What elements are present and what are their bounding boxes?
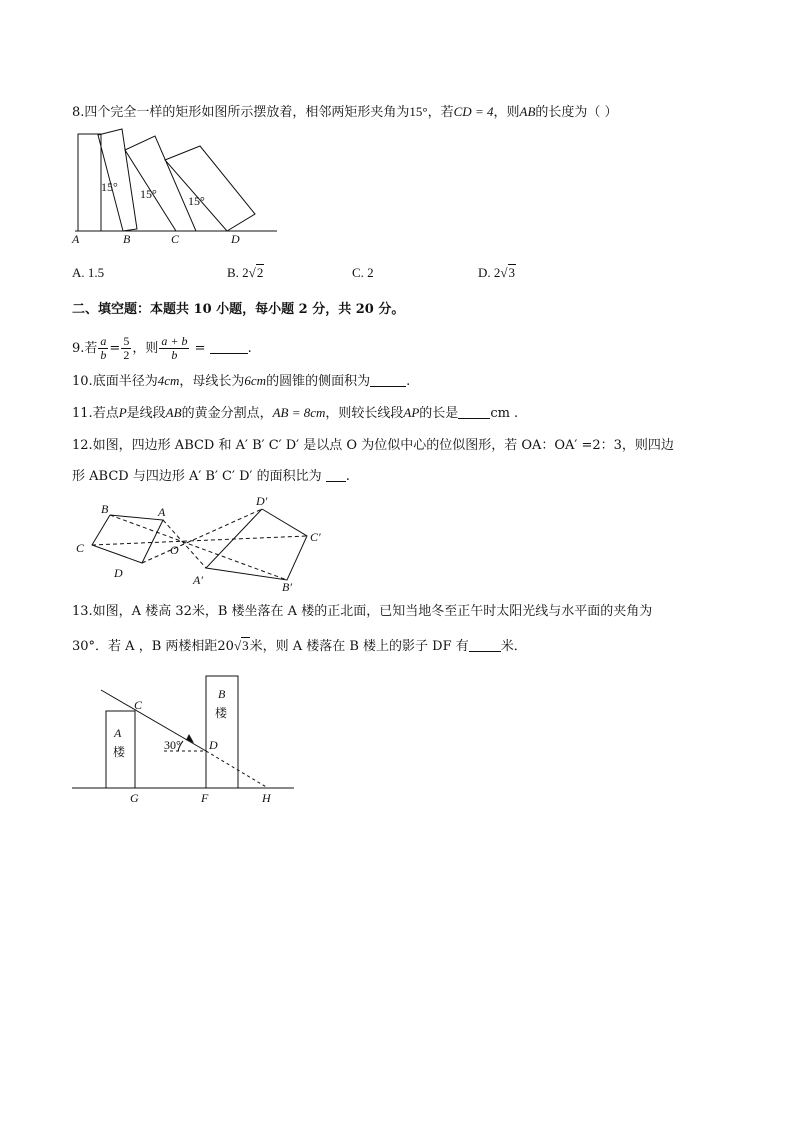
q8-text-a: 四个完全一样的矩形如图所示摆放着，相邻两矩形夹角为 (84, 105, 410, 120)
q9-end: . (247, 341, 252, 356)
q8-option-d-radicand: 3 (508, 265, 516, 280)
q8-angle-label-3: 15° (188, 194, 205, 208)
q10-text-c: 的圆锥的侧面积为 (266, 374, 371, 389)
q12-line-2-text: 形 ABCD 与四边形 A′ B′ C′ D′ 的面积比为 (72, 469, 322, 484)
q12-label-o: O (170, 543, 179, 557)
q8-angle-label-2: 15° (140, 187, 157, 201)
q8-text-b: ，若 (427, 105, 454, 120)
q12-line-2-end: . (345, 469, 350, 484)
q9-frac-1-den: b (100, 348, 107, 362)
q8-option-b-sqrt: √2 (248, 265, 264, 280)
q9-frac-3-num: a + b (161, 334, 188, 348)
q11-segment-ab: AB (165, 405, 182, 420)
section2-title: 二、填空题：本题共 10 小题，每小题 2 分，共 20 分。 (72, 302, 405, 317)
q13-building-a-letter: A (114, 726, 122, 740)
q13-point-c: C (134, 698, 143, 712)
q12-line-1: 12.如图，四边形 ABCD 和 A′ B′ C′ D′ 是以点 O 为位似中心的位似图形，若 OA：OA′ =2：3，则四边 (72, 438, 674, 453)
q13-building-b-letter: B (218, 687, 226, 701)
q8-text-c: ，则 (493, 105, 520, 120)
q13-distance-sqrt: √3 (233, 638, 249, 653)
q13-building-b-char: 楼 (215, 706, 228, 720)
q10-slant: 6cm (244, 373, 267, 388)
q8-point-d: D (231, 232, 240, 246)
q11-text-b: 是线段 (126, 406, 166, 421)
q8-text-d: 的长度为（ ） (535, 105, 618, 120)
q11-unit: cm . (490, 406, 519, 421)
q9-eq-2: = (194, 341, 206, 356)
q10-text-a: 底面半径为 (92, 374, 158, 389)
q11-text-c: 的黄金分割点， (181, 406, 273, 421)
q13-angle-label: 30° (164, 738, 181, 752)
q9-then: ，则 (132, 341, 159, 356)
q8-option-d-prefix: D. (478, 265, 491, 280)
q11-text-a: 若点 (92, 406, 119, 421)
q9-number: 9. (72, 341, 85, 356)
q13-point-g: G (130, 791, 139, 805)
q8-option-d-coef: 2 (493, 265, 501, 280)
q11-text-d: ，则较长线段 (325, 406, 404, 421)
q8-segment: AB (519, 104, 536, 119)
q9-eq-1: = (109, 341, 121, 356)
q10-text-b: ，母线长为 (179, 374, 245, 389)
q12-label-c: C (76, 541, 85, 555)
q13-distance-radicand: 3 (242, 638, 249, 653)
q9-frac-1-num: a (100, 334, 107, 348)
q10-number: 10. (72, 374, 93, 389)
q12-label-a: A (158, 505, 166, 519)
q8-point-c: C (171, 232, 180, 246)
q12-label-d-prime: D′ (256, 494, 268, 508)
q9-frac-2-num: 5 (123, 334, 130, 348)
q11-number: 11. (72, 406, 93, 421)
q8-option-b-coef: 2 (242, 265, 249, 280)
q8-option-a: A. 1.5 (72, 265, 105, 280)
q8-condition: CD = 4 (453, 104, 494, 119)
q11-segment-ap: AP (403, 405, 420, 420)
q11-condition: AB = 8cm (272, 405, 326, 420)
q13-point-d: D (209, 738, 218, 752)
q11-text-e: 的长是 (419, 406, 459, 421)
q12-label-b: B (101, 502, 109, 516)
q13-line-1: 13.如图，A 楼高 32米，B 楼坐落在 A 楼的正北面，已知当地冬至正午时太阳光线与水平面的夹角为 (72, 604, 653, 619)
q13-line-2-text-b: 米，则 A 楼落在 B 楼上的影子 DF 有 (249, 639, 469, 654)
q13-distance-coef: 20 (217, 639, 234, 654)
q8-number: 8. (72, 105, 85, 120)
q8-option-d-sqrt: √3 (500, 265, 516, 280)
q12-label-d: D (114, 566, 123, 580)
q11-point-p: P (118, 405, 127, 420)
q8-point-b: B (123, 232, 131, 246)
q13-sun-ray (101, 690, 206, 751)
q13-point-h: H (262, 791, 271, 805)
q9-frac-3-den: b (171, 348, 178, 362)
q8-option-c: C. 2 (352, 265, 374, 280)
q13-building-a-char: 楼 (113, 745, 126, 759)
q13-ray-extension (206, 751, 268, 788)
q8-point-a: A (72, 232, 80, 246)
q13-line-2-text-a: 30°．若 A ，B 两楼相距 (72, 639, 218, 654)
q10-radius: 4cm (157, 373, 180, 388)
q8-option-b-radicand: 2 (256, 265, 264, 280)
q9-frac-2-den: 2 (123, 348, 130, 362)
q13-line-2-end: 米． (500, 639, 527, 654)
q8-angle: 15° (409, 104, 428, 119)
q12-label-b-prime: B′ (282, 580, 292, 594)
q10-end: . (406, 374, 411, 389)
q13-point-f: F (201, 791, 209, 805)
q8-angle-label-1: 15° (101, 180, 118, 194)
q12-label-a-prime: A′ (193, 573, 203, 587)
q9-if: 若 (84, 341, 98, 356)
q12-label-c-prime: C′ (310, 530, 321, 544)
q8-option-b-prefix: B. (227, 265, 239, 280)
